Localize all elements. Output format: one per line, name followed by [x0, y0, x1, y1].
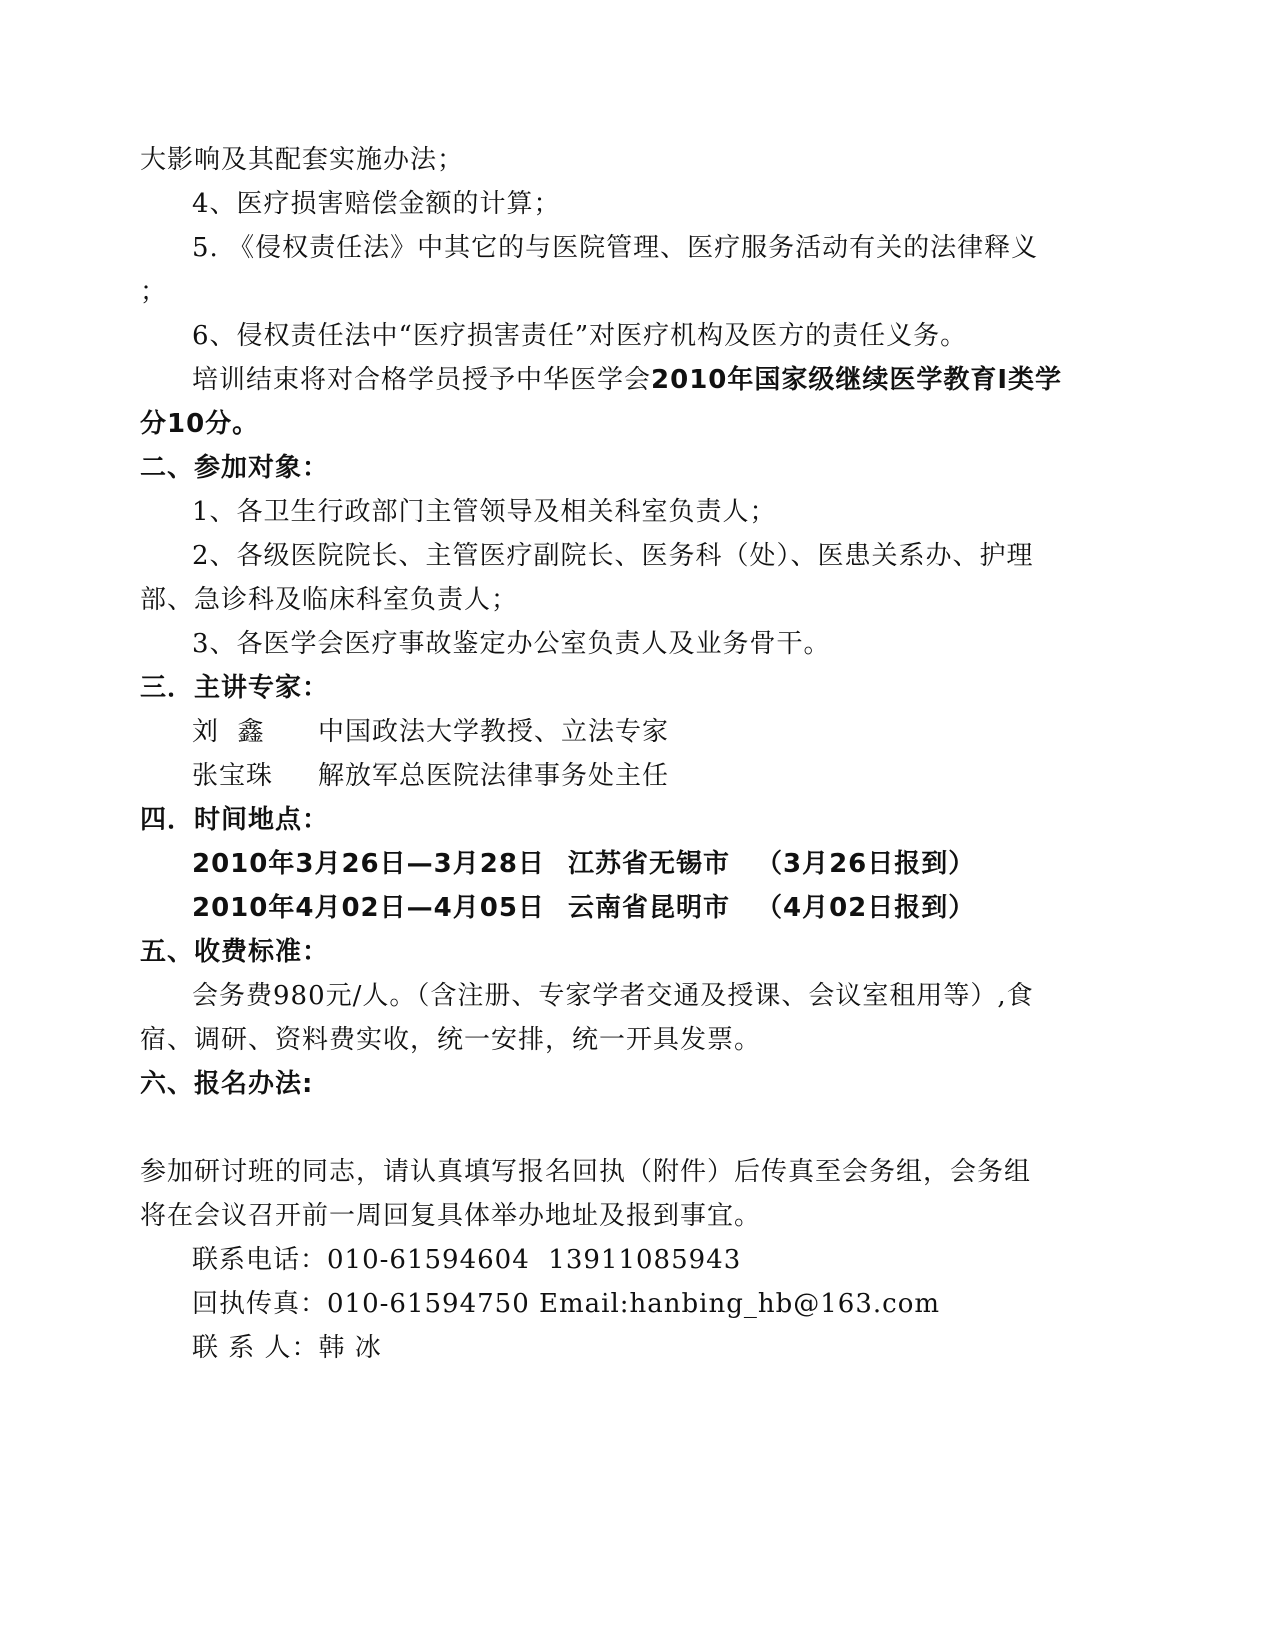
schedule-row	[192, 847, 976, 881]
participant-item-2-continuation: 部、急诊科及临床科室负责人；	[140, 585, 519, 615]
credit-emphasis: 2010年国家级继续医学教育I类学	[651, 365, 1063, 395]
section-heading-registration: 六、报名办法:	[140, 1069, 314, 1099]
expert-row	[192, 759, 670, 793]
content-item-6: 6、侵权责任法中“医疗损害责任”对医疗机构及医方的责任义务。	[192, 321, 968, 351]
participant-item-3: 3、各医学会医疗事故鉴定办公室负责人及业务骨干。	[192, 629, 831, 659]
schedule-row	[192, 891, 976, 925]
schedule-place: 云南省昆明市	[568, 893, 731, 923]
content-item-5-continuation: ；	[140, 277, 168, 307]
fee-line-continuation: 宿、调研、资料费实收，统一安排，统一开具发票。	[140, 1025, 762, 1055]
expert-row	[192, 715, 670, 749]
schedule-note: （3月26日报到）	[756, 849, 976, 879]
expert-name: 刘 鑫	[192, 717, 265, 747]
participant-item-2: 2、各级医院院长、主管医疗副院长、医务科（处）、医患关系办、护理	[192, 541, 1034, 571]
fee-line: 会务费980元/人。（含注册、专家学者交通及授课、会议室租用等）,食	[192, 981, 1034, 1011]
registration-text: 参加研讨班的同志，请认真填写报名回执（附件）后传真至会务组，会务组	[140, 1157, 1032, 1187]
section-heading-experts: 三．主讲专家：	[140, 673, 330, 703]
expert-title: 中国政法大学教授、立法专家	[318, 717, 670, 747]
registration-text-continuation: 将在会议召开前一周回复具体举办地址及报到事宜。	[140, 1201, 762, 1231]
schedule-place: 江苏省无锡市	[568, 849, 731, 879]
section-heading-participants: 二、参加对象：	[140, 453, 330, 483]
contact-person: 联 系 人：韩 冰	[192, 1333, 382, 1363]
contact-phone: 联系电话：010-61594604 13911085943	[192, 1245, 742, 1275]
schedule-date: 2010年3月26日—3月28日	[192, 849, 545, 879]
intro-tail: 大影响及其配套实施办法；	[140, 145, 465, 175]
section-heading-fees: 五、收费标准：	[140, 937, 330, 967]
credit-line	[192, 363, 1062, 397]
content-item-4: 4、医疗损害赔偿金额的计算；	[192, 189, 561, 219]
contact-fax-email: 回执传真：010-61594750 Email:hanbing_hb@163.com	[192, 1289, 941, 1319]
credit-text: 培训结束将对合格学员授予中华医学会	[192, 365, 652, 395]
expert-title: 解放军总医院法律事务处主任	[318, 761, 670, 791]
schedule-note: （4月02日报到）	[756, 893, 976, 923]
section-heading-schedule: 四．时间地点：	[140, 805, 330, 835]
schedule-date: 2010年4月02日—4月05日	[192, 893, 545, 923]
credit-line-continuation: 分10分。	[140, 409, 260, 439]
content-item-5: 5. 《侵权责任法》中其它的与医院管理、医疗服务活动有关的法律释义	[192, 233, 1039, 263]
expert-name: 张宝珠	[192, 761, 274, 791]
participant-item-1: 1、各卫生行政部门主管领导及相关科室负责人；	[192, 497, 777, 527]
